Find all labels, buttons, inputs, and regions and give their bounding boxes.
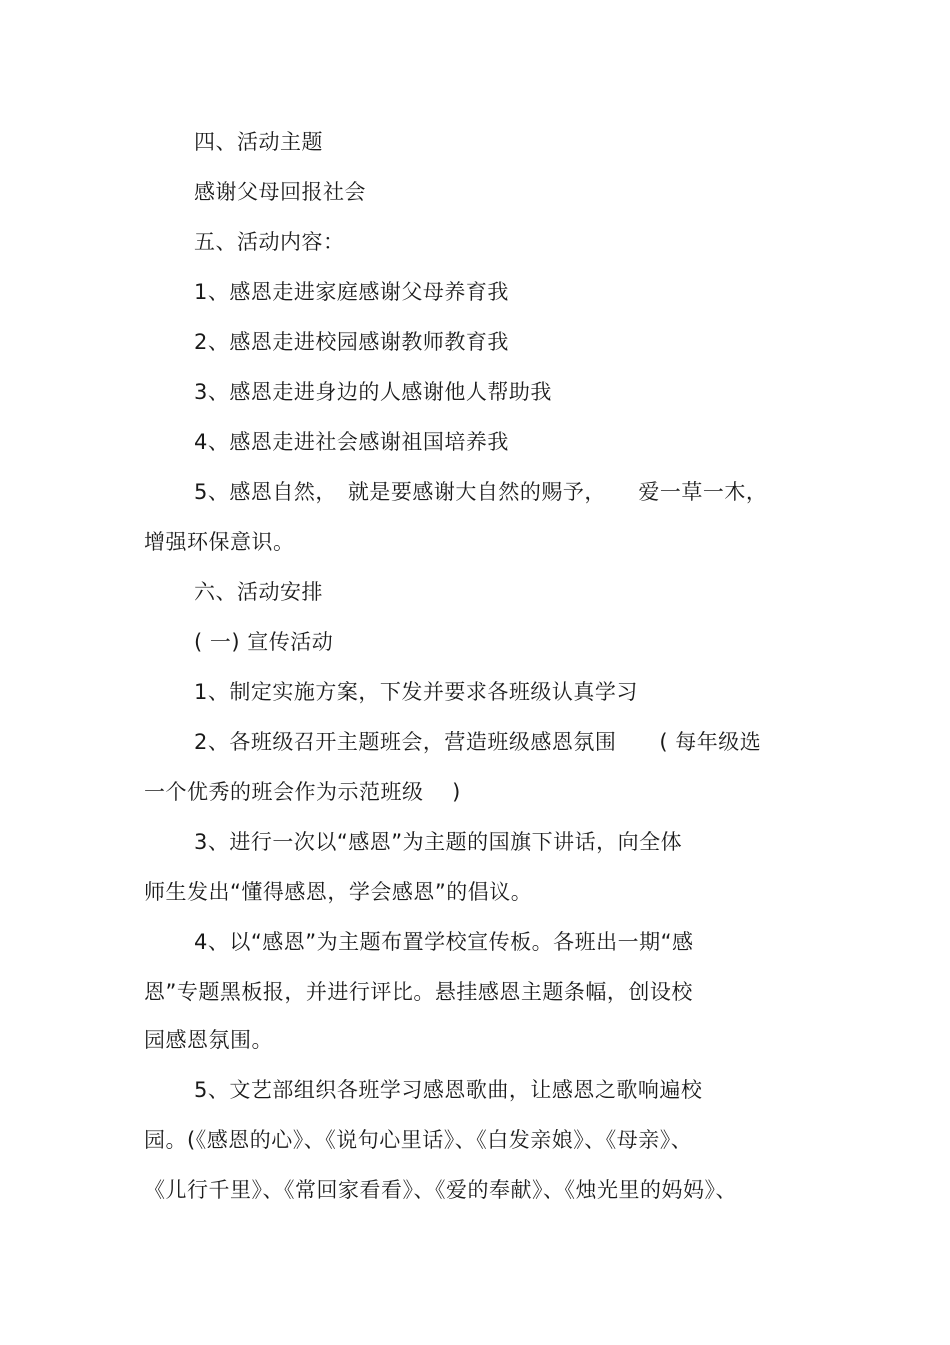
content-item-5-continued: 增强环保意识。 xyxy=(144,530,295,554)
content-item-2: 2、感恩走进校园感谢教师教育我 xyxy=(194,330,509,354)
arrangement-item-2-continued: 一个优秀的班会作为示范班级 ) xyxy=(144,780,461,804)
section-6-heading: 六、活动安排 xyxy=(194,580,323,604)
arrangement-item-4-end: 园感恩氛围。 xyxy=(144,1028,273,1052)
arrangement-item-4-continued: 恩”专题黑板报，并进行评比。悬挂感恩主题条幅，创设校 xyxy=(144,980,693,1004)
song-list-line-2: 《儿行千里》、《常回家看看》、《爱的奉献》、《烛光里的妈妈》、 xyxy=(144,1178,737,1202)
activity-theme-text: 感谢父母回报社会 xyxy=(194,180,366,204)
arrangement-item-3: 3、进行一次以“感恩”为主题的国旗下讲话，向全体 xyxy=(194,830,683,854)
section-4-heading: 四、活动主题 xyxy=(194,130,323,154)
arrangement-item-5: 5、文艺部组织各班学习感恩歌曲，让感恩之歌响遍校 xyxy=(194,1078,703,1102)
section-5-heading: 五、活动内容： xyxy=(194,230,345,254)
subsection-1-heading: ( 一) 宣传活动 xyxy=(194,630,334,654)
content-item-1: 1、感恩走进家庭感谢父母养育我 xyxy=(194,280,509,304)
arrangement-item-2: 2、各班级召开主题班会，营造班级感恩氛围 ( 每年级选 xyxy=(194,730,762,754)
content-item-3: 3、感恩走进身边的人感谢他人帮助我 xyxy=(194,380,552,404)
content-item-4: 4、感恩走进社会感谢祖国培养我 xyxy=(194,430,509,454)
arrangement-item-1: 1、制定实施方案，下发并要求各班级认真学习 xyxy=(194,680,638,704)
arrangement-item-3-continued: 师生发出“懂得感恩，学会感恩”的倡议。 xyxy=(144,880,533,904)
song-list-line-1: 园。(《感恩的心》、《说句心里话》、《白发亲娘》、《母亲》、 xyxy=(144,1128,693,1152)
content-item-5: 5、感恩自然， 就是要感谢大自然的赐予， 爱一草一木， xyxy=(194,480,768,504)
arrangement-item-4: 4、以“感恩”为主题布置学校宣传板。各班出一期“感 xyxy=(194,930,694,954)
